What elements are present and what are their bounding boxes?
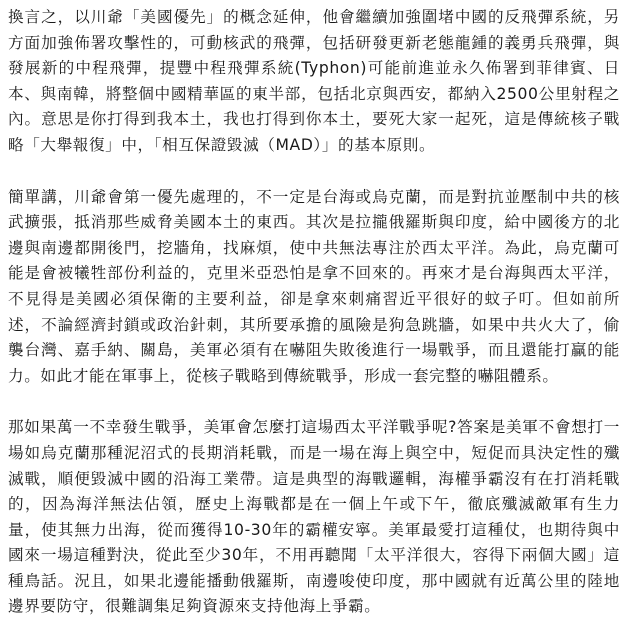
article-paragraph-1: 換言之，以川爺「美國優先」的概念延伸，他會繼續加強圍堵中國的反飛彈系統，另方面加強佈署攻擊性的，可動核武的飛彈，包括研發更新老態龍鍾的義勇兵飛彈，與發展新的中程飛彈，提豐中程飛彈系統(Typhon)可能前進並永久佈署到菲律賓、日本、與南韓，將整個中國精華區的東半部，包括北京與西安，都納入2500公里射程之內。意思是你打得到我本土，我也打得到你本土，要死大家一起死，這是傳統核子戰略「大舉報復」中，「相互保證毀滅（MAD）」的基本原則。 [8, 8, 620, 154]
article-paragraph-2: 簡單講，川爺會第一優先處理的，不一定是台海或烏克蘭，而是對抗並壓制中共的核武擴張，抵消那些威脅美國本土的東西。其次是拉攏俄羅斯與印度，給中國後方的北邊與南邊都開後門，挖牆角，找麻煩，使中共無法專注於西太平洋。為此，烏克蘭可能是會被犧牲部份利益的，克里米亞恐怕是拿不回來的。再來才是台海與西太平洋，不見得是美國必須保衛的主要利益，卻是拿來刺痛習近平很好的蚊子叮。但如前所述，不論經濟封鎖或政治針刺，其所要承擔的風險是狗急跳牆，如果中共火大了，偷襲台灣、嘉手納、關島，美軍必須有在嚇阻失敗後進行一場戰爭，而且還能打贏的能力。如此才能在軍事上，從核子戰略到傳統戰爭，形成一套完整的嚇阻體系。 [8, 187, 620, 385]
article-paragraph-3: 那如果萬一不幸發生戰爭，美軍會怎麼打這場西太平洋戰爭呢?答案是美軍不會想打一場如烏克蘭那種泥沼式的長期消耗戰，而是一場在海上與空中，短促而具決定性的殲滅戰，順便毀滅中國的沿海工業帶。這是典型的海戰邏輯，海權爭霸沒有在打消耗戰的，因為海洋無法佔領，歷史上海戰都是在一個上午或下午，徹底殲滅敵軍有生力量，使其無力出海，從而獲得10-30年的霸權安寧。美軍最愛打這種仗，也期待與中國來一場這種對決，從此至少30年，不用再聽聞「太平洋很大，容得下兩個大國」這種鳥話。況且，如果北邊能播動俄羅斯，南邊唆使印度，那中國就有近萬公里的陸地邊界要防守，很難調集足夠資源來支持他海上爭霸。 [8, 418, 620, 616]
